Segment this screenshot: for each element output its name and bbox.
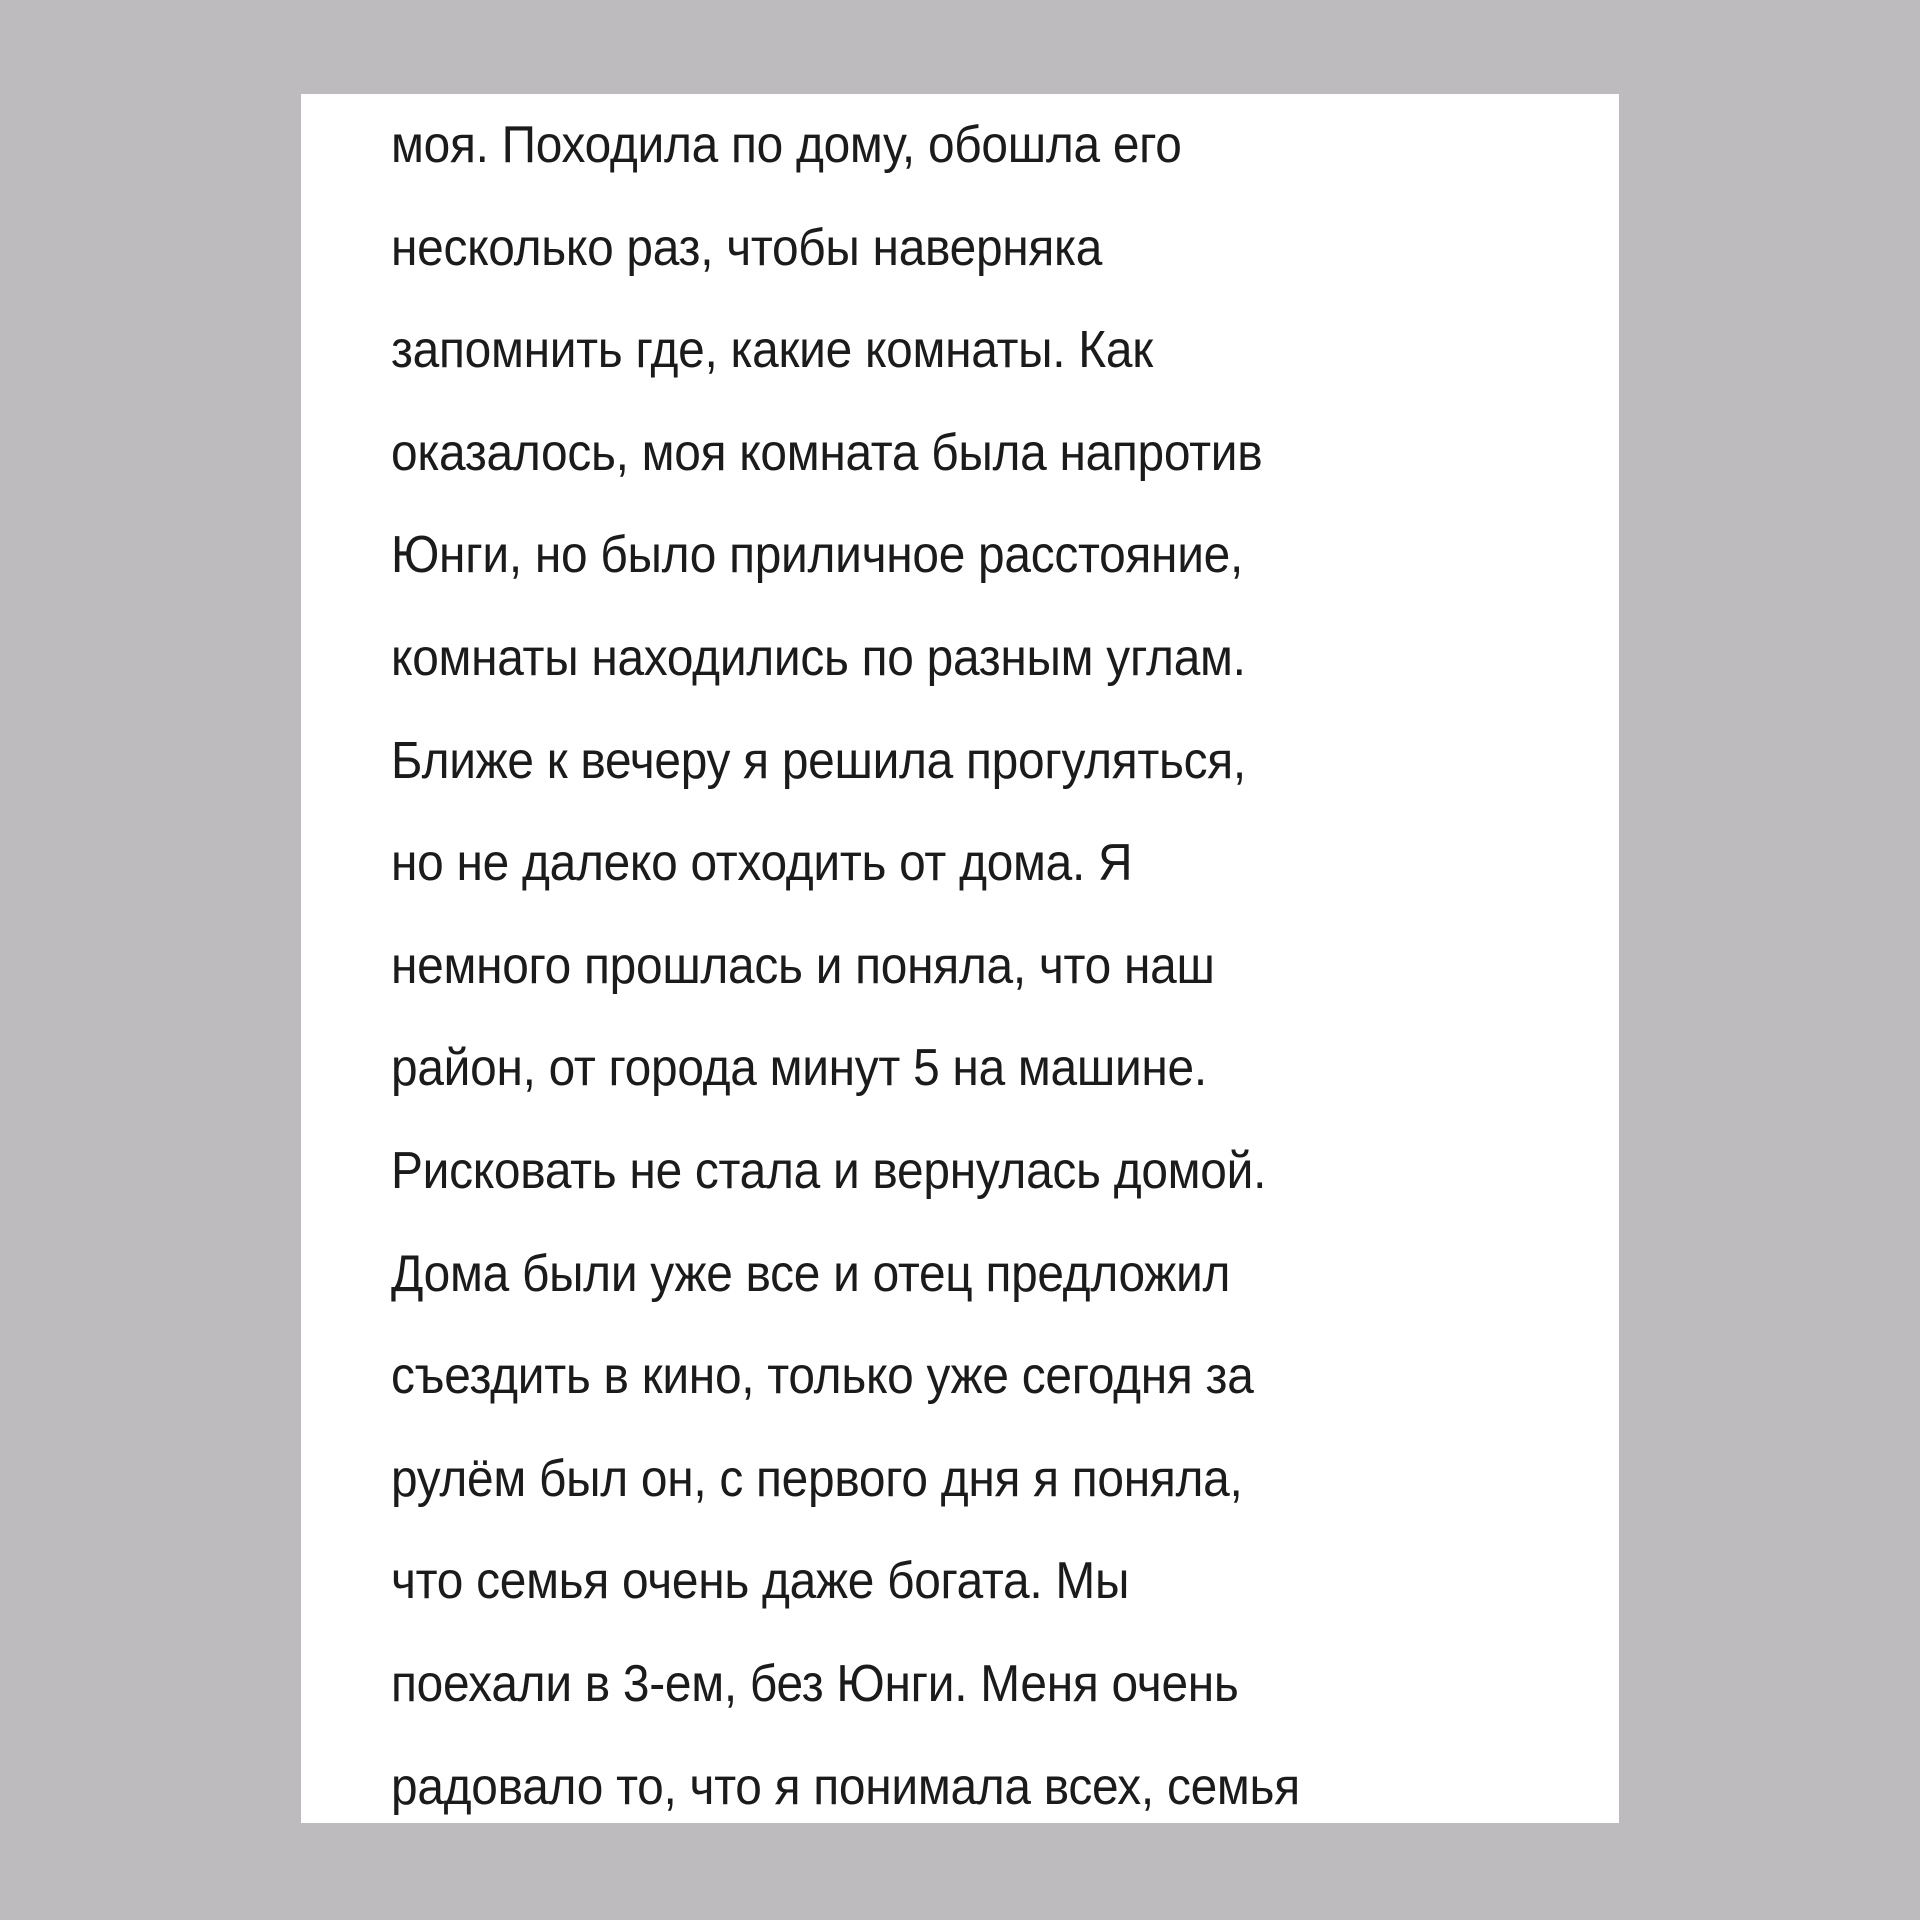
text-line: немного прошлась и поняла, что наш [391, 936, 1215, 995]
text-line: оказалось, моя комната была напротив [391, 423, 1263, 482]
text-line: Юнги, но было приличное расстояние, [391, 526, 1244, 585]
text-line: район, от города минут 5 на машине. [391, 1039, 1207, 1098]
text-line: несколько раз, чтобы наверняка [391, 218, 1103, 277]
text-line: моя. Походила по дому, обошла его [391, 116, 1182, 174]
text-line: радовало то, что я понимала всех, семья [391, 1757, 1300, 1816]
text-line: Рисковать не стала и вернулась домой. [391, 1141, 1267, 1200]
text-line: поехали в 3-ем, без Юнги. Меня очень [391, 1654, 1239, 1713]
text-line: запомнить где, какие комнаты. Как [391, 321, 1153, 380]
text-line: что семья очень даже богата. Мы [391, 1552, 1130, 1611]
text-block [391, 94, 1619, 1823]
text-line: Дома были уже все и отец предложил [391, 1244, 1231, 1303]
text-line: комнаты находились по разным углам. [391, 628, 1246, 687]
text-line: но не далеко отходить от дома. Я [391, 834, 1133, 893]
text-line: Ближе к вечеру я решила прогуляться, [391, 731, 1246, 790]
text-line: рулём был он, с первого дня я поняла, [391, 1449, 1243, 1508]
document-page [301, 94, 1619, 1823]
text-line: съездить в кино, только уже сегодня за [391, 1347, 1254, 1406]
